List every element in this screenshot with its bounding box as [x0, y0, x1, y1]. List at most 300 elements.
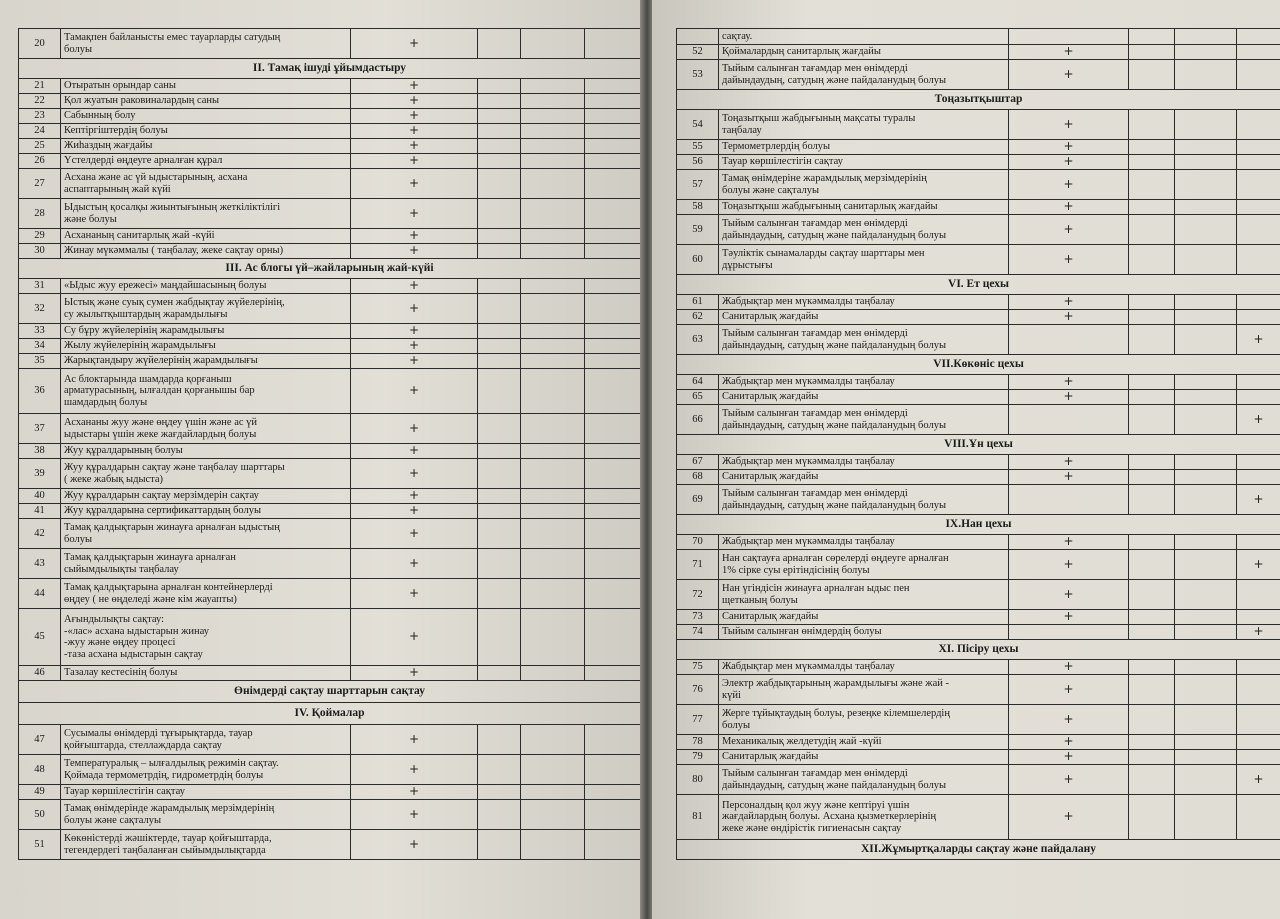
row-criterion: Жабдықтар мен мүкәммалды таңбалау: [719, 535, 1009, 550]
row-number: 78: [677, 735, 719, 750]
row-number: 70: [677, 535, 719, 550]
empty-cell: [478, 414, 521, 444]
row-number: 52: [677, 45, 719, 60]
empty-cell: [1175, 580, 1237, 610]
row-criterion: Ағындылықты сақтау: -«лас» асхана ыдыстарын жинау -жуу және өңдеу процесі -таза асхана ыдыстарын сақтау: [61, 609, 351, 666]
row-criterion: Жарықтандыру жүйелерінің жарамдылығы: [61, 354, 351, 369]
row-number: 24: [19, 124, 61, 139]
row-criterion: Отыратын орындар саны: [61, 79, 351, 94]
checklist-row: [677, 375, 1280, 390]
section-heading-row: [19, 59, 641, 79]
empty-cell: [1175, 155, 1237, 170]
check-mark: +: [1009, 200, 1129, 215]
checklist-row: [677, 29, 1280, 45]
empty-cell: [478, 229, 521, 244]
extra-mark: [585, 294, 641, 324]
empty-cell: [521, 755, 585, 785]
row-criterion: Тәуліктік сынамаларды сақтау шарттары мен дұрыстығы: [719, 245, 1009, 275]
section-heading: ІІ. Тамақ ішуді ұйымдастыру: [19, 59, 641, 79]
extra-mark: [1237, 29, 1280, 45]
check-mark: +: [351, 109, 478, 124]
checklist-row: [677, 60, 1280, 90]
empty-cell: [1129, 60, 1175, 90]
checklist-row: [19, 519, 641, 549]
extra-mark: [1237, 610, 1280, 625]
extra-mark: [585, 354, 641, 369]
empty-cell: [521, 414, 585, 444]
empty-cell: [478, 199, 521, 229]
row-number: 33: [19, 324, 61, 339]
extra-mark: [585, 244, 641, 259]
check-mark: +: [1009, 455, 1129, 470]
section-heading: ХІІ.Жұмыртқаларды сақтау және пайдалану: [677, 840, 1280, 860]
check-mark: +: [351, 549, 478, 579]
row-number: 80: [677, 765, 719, 795]
empty-cell: [521, 785, 585, 800]
empty-cell: [521, 354, 585, 369]
checklist-row: [19, 549, 641, 579]
row-criterion: Тыйым салынған тағамдар мен өнімдерді дайындаудың, сатудың және пайдаланудың болуы: [719, 215, 1009, 245]
checklist-row: [677, 295, 1280, 310]
row-number: 81: [677, 795, 719, 840]
row-criterion: Жинау мүкәммалы ( таңбалау, жеке сақтау орны): [61, 244, 351, 259]
row-number: 65: [677, 390, 719, 405]
empty-cell: [478, 444, 521, 459]
empty-cell: [1129, 29, 1175, 45]
check-mark: +: [351, 519, 478, 549]
checklist-row: [19, 785, 641, 800]
check-mark: +: [1009, 675, 1129, 705]
row-number: 42: [19, 519, 61, 549]
check-mark: +: [351, 139, 478, 154]
row-number: 48: [19, 755, 61, 785]
row-criterion: Қоймалардың санитарлық жағдайы: [719, 45, 1009, 60]
check-mark: +: [1009, 310, 1129, 325]
row-number: 20: [19, 29, 61, 59]
empty-cell: [1129, 470, 1175, 485]
row-criterion: Тыйым салынған тағамдар мен өнімдерді дайындаудың, сатудың және пайдаланудың болуы: [719, 485, 1009, 515]
section-heading-row: [19, 259, 641, 279]
empty-cell: [1129, 215, 1175, 245]
empty-cell: [478, 666, 521, 681]
check-mark: +: [351, 354, 478, 369]
section-heading: Өнімдерді сақтау шарттарын сақтау: [19, 681, 641, 703]
right-page: [652, 0, 1280, 919]
empty-cell: [1175, 750, 1237, 765]
empty-cell: [478, 279, 521, 294]
empty-cell: [521, 279, 585, 294]
check-mark: +: [351, 94, 478, 109]
extra-mark: [585, 339, 641, 354]
check-mark: +: [351, 154, 478, 169]
empty-cell: [1175, 610, 1237, 625]
check-mark: +: [351, 609, 478, 666]
empty-cell: [1175, 310, 1237, 325]
section-heading: ІV. Қоймалар: [19, 703, 641, 725]
empty-cell: [1129, 705, 1175, 735]
row-number: 36: [19, 369, 61, 414]
row-number: 51: [19, 830, 61, 860]
check-mark: +: [1009, 470, 1129, 485]
empty-cell: [1175, 675, 1237, 705]
extra-mark: [585, 229, 641, 244]
empty-cell: [478, 785, 521, 800]
empty-cell: [478, 609, 521, 666]
checklist-row: [677, 110, 1280, 140]
row-criterion: Кептіргіштердің болуы: [61, 124, 351, 139]
empty-cell: [1175, 705, 1237, 735]
empty-cell: [521, 666, 585, 681]
empty-cell: [478, 109, 521, 124]
empty-cell: [1129, 455, 1175, 470]
row-criterion: Санитарлық жағдайы: [719, 750, 1009, 765]
section-heading: ІІІ. Ас блогы үй–жайларының жай-күйі: [19, 259, 641, 279]
extra-mark: [1237, 675, 1280, 705]
row-number: 79: [677, 750, 719, 765]
extra-mark: +: [1237, 625, 1280, 640]
row-criterion: Тыйым салынған тағамдар мен өнімдерді дайындаудың, сатудың және пайдаланудың болуы: [719, 60, 1009, 90]
extra-mark: [585, 755, 641, 785]
row-number: 73: [677, 610, 719, 625]
check-mark: +: [351, 800, 478, 830]
row-criterion: Тауар көршілестігін сақтау: [719, 155, 1009, 170]
row-criterion: Электр жабдықтарының жарамдылығы және жай - күйі: [719, 675, 1009, 705]
empty-cell: [1175, 110, 1237, 140]
extra-mark: [1237, 215, 1280, 245]
check-mark: +: [1009, 580, 1129, 610]
check-mark: +: [351, 755, 478, 785]
extra-mark: [1237, 535, 1280, 550]
check-mark: [1009, 405, 1129, 435]
row-number: 56: [677, 155, 719, 170]
row-criterion: Тыйым салынған тағамдар мен өнімдерді дайындаудың, сатудың және пайдаланудың болуы: [719, 405, 1009, 435]
checklist-row: [19, 229, 641, 244]
row-number: 45: [19, 609, 61, 666]
checklist-row: [677, 550, 1280, 580]
row-criterion: Нан сақтауға арналған сөрелерді өңдеуге арналған 1% сірке суы ерітіндісінің болуы: [719, 550, 1009, 580]
section-heading-row: [677, 275, 1280, 295]
check-mark: +: [1009, 60, 1129, 90]
row-criterion: Жуу құралдарын сақтау мерзімдерін сақтау: [61, 489, 351, 504]
check-mark: +: [351, 124, 478, 139]
extra-mark: [1237, 375, 1280, 390]
empty-cell: [521, 459, 585, 489]
extra-mark: [585, 324, 641, 339]
empty-cell: [521, 369, 585, 414]
checklist-row: [677, 140, 1280, 155]
checklist-row: [677, 470, 1280, 485]
row-number: 26: [19, 154, 61, 169]
checklist-row: [677, 45, 1280, 60]
empty-cell: [478, 755, 521, 785]
check-mark: +: [351, 489, 478, 504]
empty-cell: [478, 124, 521, 139]
checklist-row: [19, 459, 641, 489]
empty-cell: [521, 124, 585, 139]
extra-mark: [1237, 110, 1280, 140]
row-criterion: Көкөністерді жәшіктерде, тауар қойғыштарда, тегендердегі таңбаланған сыйымдылықтарда: [61, 830, 351, 860]
empty-cell: [1129, 580, 1175, 610]
extra-mark: [585, 139, 641, 154]
row-number: 67: [677, 455, 719, 470]
row-number: 77: [677, 705, 719, 735]
row-criterion: Ас блоктарында шамдарда қорғаныш арматурасының, ылғалдан қорғанышы бар шамдардың болуы: [61, 369, 351, 414]
section-heading-row: [677, 435, 1280, 455]
check-mark: +: [351, 79, 478, 94]
row-number: 69: [677, 485, 719, 515]
section-heading-row: [677, 355, 1280, 375]
checklist-row: [19, 94, 641, 109]
empty-cell: [1175, 200, 1237, 215]
row-criterion: Санитарлық жағдайы: [719, 610, 1009, 625]
empty-cell: [521, 109, 585, 124]
extra-mark: [1237, 295, 1280, 310]
row-number: 68: [677, 470, 719, 485]
extra-mark: [1237, 750, 1280, 765]
extra-mark: [1237, 170, 1280, 200]
section-heading: VІІІ.Ұн цехы: [677, 435, 1280, 455]
row-number: 32: [19, 294, 61, 324]
row-criterion: Жуу құралдарының болуы: [61, 444, 351, 459]
row-number: 31: [19, 279, 61, 294]
row-criterion: Жабдықтар мен мүкәммалды таңбалау: [719, 660, 1009, 675]
row-criterion: Сабынның болу: [61, 109, 351, 124]
empty-cell: [521, 609, 585, 666]
empty-cell: [1175, 470, 1237, 485]
checklist-row: [19, 154, 641, 169]
extra-mark: [585, 369, 641, 414]
empty-cell: [1175, 455, 1237, 470]
row-number: 74: [677, 625, 719, 640]
empty-cell: [521, 489, 585, 504]
empty-cell: [478, 549, 521, 579]
empty-cell: [521, 139, 585, 154]
checklist-row: [19, 800, 641, 830]
checklist-row: [677, 765, 1280, 795]
row-criterion: Санитарлық жағдайы: [719, 390, 1009, 405]
row-number: 61: [677, 295, 719, 310]
empty-cell: [1175, 405, 1237, 435]
checklist-row: [677, 675, 1280, 705]
extra-mark: +: [1237, 405, 1280, 435]
empty-cell: [1175, 29, 1237, 45]
empty-cell: [521, 579, 585, 609]
checklist-row: [19, 414, 641, 444]
checklist-row: [19, 354, 641, 369]
empty-cell: [1129, 155, 1175, 170]
empty-cell: [521, 29, 585, 59]
empty-cell: [1175, 295, 1237, 310]
checklist-row: [19, 244, 641, 259]
empty-cell: [1129, 110, 1175, 140]
checklist-row: [19, 830, 641, 860]
checklist-row: [677, 485, 1280, 515]
empty-cell: [521, 800, 585, 830]
empty-cell: [478, 519, 521, 549]
row-number: 22: [19, 94, 61, 109]
checklist-row: [677, 455, 1280, 470]
row-number: 29: [19, 229, 61, 244]
row-criterion: Жиһаздың жағдайы: [61, 139, 351, 154]
row-criterion: Персоналдың қол жуу және кептіруі үшін жағдайлардың болуы. Асхана қызметкерлерінің жеке және өндірістік гигиенасын сақтау: [719, 795, 1009, 840]
checklist-row: [677, 170, 1280, 200]
empty-cell: [478, 29, 521, 59]
empty-cell: [478, 354, 521, 369]
extra-mark: +: [1237, 485, 1280, 515]
empty-cell: [1175, 140, 1237, 155]
extra-mark: [1237, 45, 1280, 60]
extra-mark: [585, 830, 641, 860]
row-number: 76: [677, 675, 719, 705]
extra-mark: [585, 124, 641, 139]
extra-mark: [585, 109, 641, 124]
empty-cell: [521, 199, 585, 229]
row-criterion: Жабдықтар мен мүкәммалды таңбалау: [719, 455, 1009, 470]
empty-cell: [1129, 610, 1175, 625]
checklist-row: [19, 279, 641, 294]
empty-cell: [1129, 140, 1175, 155]
row-number: 25: [19, 139, 61, 154]
extra-mark: [1237, 735, 1280, 750]
row-number: 64: [677, 375, 719, 390]
checklist-row: [677, 795, 1280, 840]
row-criterion: Механикалық желдетудің жай -күйі: [719, 735, 1009, 750]
checklist-row: [19, 79, 641, 94]
checklist-row: [19, 324, 641, 339]
empty-cell: [478, 324, 521, 339]
row-criterion: Санитарлық жағдайы: [719, 470, 1009, 485]
row-number: 35: [19, 354, 61, 369]
row-number: 72: [677, 580, 719, 610]
row-criterion: Жылу жүйелерінің жарамдылығы: [61, 339, 351, 354]
check-mark: +: [351, 785, 478, 800]
row-number: 75: [677, 660, 719, 675]
empty-cell: [478, 294, 521, 324]
checklist-row: [677, 610, 1280, 625]
row-criterion: Асхана және ас үй ыдыстарының, асхана аспаптарының жай күйі: [61, 169, 351, 199]
empty-cell: [478, 79, 521, 94]
row-criterion: Нан үгіндісін жинауға арналған ыдыс пен щетканың болуы: [719, 580, 1009, 610]
check-mark: +: [1009, 140, 1129, 155]
check-mark: +: [351, 244, 478, 259]
check-mark: +: [1009, 375, 1129, 390]
empty-cell: [1129, 660, 1175, 675]
empty-cell: [1129, 405, 1175, 435]
extra-mark: +: [1237, 325, 1280, 355]
check-mark: +: [351, 504, 478, 519]
empty-cell: [478, 489, 521, 504]
extra-mark: [585, 279, 641, 294]
check-mark: +: [1009, 750, 1129, 765]
check-mark: +: [1009, 705, 1129, 735]
empty-cell: [478, 800, 521, 830]
empty-cell: [521, 94, 585, 109]
check-mark: +: [1009, 765, 1129, 795]
empty-cell: [478, 94, 521, 109]
extra-mark: [585, 785, 641, 800]
row-criterion: Тоңазытқыш жабдығының санитарлық жағдайы: [719, 200, 1009, 215]
checklist-row: [677, 200, 1280, 215]
extra-mark: [585, 414, 641, 444]
empty-cell: [1175, 375, 1237, 390]
row-criterion: Тазалау кестесінің болуы: [61, 666, 351, 681]
row-number: 40: [19, 489, 61, 504]
empty-cell: [1129, 45, 1175, 60]
empty-cell: [478, 139, 521, 154]
extra-mark: [1237, 310, 1280, 325]
empty-cell: [521, 549, 585, 579]
extra-mark: [585, 725, 641, 755]
section-heading: ХІ. Пісіру цехы: [677, 640, 1280, 660]
empty-cell: [521, 229, 585, 244]
empty-cell: [478, 579, 521, 609]
row-number: 43: [19, 549, 61, 579]
empty-cell: [521, 444, 585, 459]
row-criterion: Тамақ өнімдеріндe жарамдылық мерзімдерінің болуы және сақталуы: [61, 800, 351, 830]
empty-cell: [1175, 45, 1237, 60]
extra-mark: [1237, 200, 1280, 215]
empty-cell: [1175, 325, 1237, 355]
check-mark: +: [351, 725, 478, 755]
checklist-row: [19, 609, 641, 666]
row-criterion: сақтау.: [719, 29, 1009, 45]
row-number: 53: [677, 60, 719, 90]
empty-cell: [478, 725, 521, 755]
empty-cell: [1129, 550, 1175, 580]
row-number: 23: [19, 109, 61, 124]
checklist-row: [677, 215, 1280, 245]
checklist-row: [19, 169, 641, 199]
row-number: 49: [19, 785, 61, 800]
extra-mark: [1237, 60, 1280, 90]
extra-mark: [1237, 140, 1280, 155]
empty-cell: [1175, 245, 1237, 275]
empty-cell: [521, 725, 585, 755]
row-number: 21: [19, 79, 61, 94]
row-criterion: Тамақ қалдықтарына арналған контейнерлерді өңдеу ( не өңделеді және кім жауапты): [61, 579, 351, 609]
empty-cell: [1175, 170, 1237, 200]
row-criterion: Сусымалы өнімдерді тұғырықтарда, тауар қойғыштарда, стеллаждарда сақтау: [61, 725, 351, 755]
checklist-row: [677, 735, 1280, 750]
empty-cell: [1175, 625, 1237, 640]
checklist-row: [19, 109, 641, 124]
extra-mark: [585, 609, 641, 666]
extra-mark: [1237, 580, 1280, 610]
check-mark: [1009, 325, 1129, 355]
row-criterion: Асхананы жуу және өңдеу үшін және ас үй ыдыстары үшін жеке жағдайлардың болуы: [61, 414, 351, 444]
check-mark: +: [351, 830, 478, 860]
row-criterion: Үстелдерді өңдеуге арналған құрал: [61, 154, 351, 169]
row-criterion: Температуралық – ылғалдылық режимін сақтау. Қоймада термометрдің, гидрометрдің болуы: [61, 755, 351, 785]
row-criterion: Жабдықтар мен мүкәммалды таңбалау: [719, 375, 1009, 390]
empty-cell: [1129, 295, 1175, 310]
empty-cell: [1129, 795, 1175, 840]
extra-mark: [585, 519, 641, 549]
row-number: 34: [19, 339, 61, 354]
row-criterion: Тыйым салынған тағамдар мен өнімдерді дайындаудың, сатудың және пайдаланудың болуы: [719, 325, 1009, 355]
row-criterion: Асхананың санитарлық жай -күйі: [61, 229, 351, 244]
extra-mark: [1237, 455, 1280, 470]
empty-cell: [1175, 550, 1237, 580]
empty-cell: [1129, 735, 1175, 750]
empty-cell: [1129, 485, 1175, 515]
check-mark: +: [351, 279, 478, 294]
row-number: 55: [677, 140, 719, 155]
check-mark: +: [351, 199, 478, 229]
extra-mark: [1237, 470, 1280, 485]
empty-cell: [1129, 310, 1175, 325]
row-criterion: Тоңазытқыш жабдығының мақсаты туралы таңбалау: [719, 110, 1009, 140]
